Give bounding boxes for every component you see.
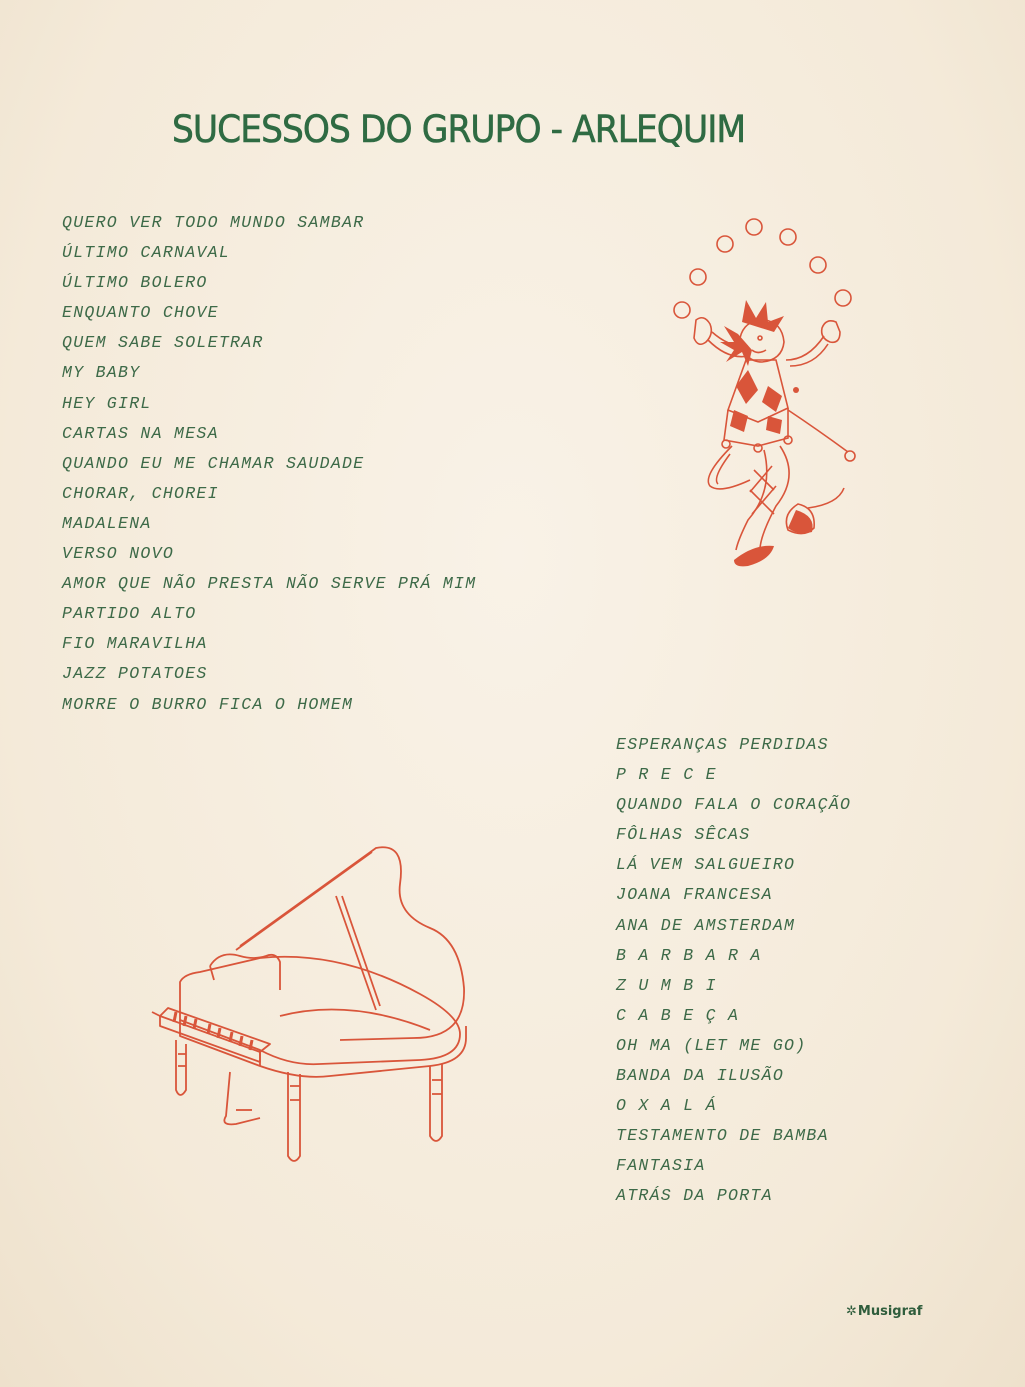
song-title: TESTAMENTO DE BAMBA: [616, 1126, 829, 1146]
song-title: MORRE O BURRO FICA O HOMEM: [62, 694, 354, 714]
song-title: JOANA FRANCESA: [616, 885, 773, 905]
song-title: C A B E Ç A: [616, 1005, 740, 1025]
song-list-left: [62, 208, 476, 720]
song-list-right: [616, 730, 851, 1212]
song-title: MADALENA: [62, 513, 152, 533]
song-title: CARTAS NA MESA: [62, 423, 219, 443]
song-title: ENQUANTO CHOVE: [62, 303, 219, 323]
song-title: HEY GIRL: [62, 393, 152, 413]
song-title: QUANDO EU ME CHAMAR SAUDADE: [62, 453, 365, 473]
song-title: ÚLTIMO CARNAVAL: [62, 243, 231, 263]
song-title: ANA DE AMSTERDAM: [616, 915, 796, 935]
song-title: OH MA (LET ME GO): [616, 1035, 807, 1055]
publisher-name: Musigraf: [857, 1304, 923, 1319]
song-title: FANTASIA: [616, 1156, 706, 1176]
song-title: CHORAR, CHOREI: [62, 483, 219, 503]
song-title: PARTIDO ALTO: [62, 604, 197, 624]
song-title: Z U M B I: [616, 975, 717, 995]
page-title: SUCESSOS DO GRUPO - ARLEQUIM: [172, 108, 746, 151]
song-title: B A R B A R A: [616, 945, 762, 965]
song-title: QUEM SABE SOLETRAR: [62, 333, 264, 353]
song-title: BANDA DA ILUSÃO: [616, 1066, 785, 1086]
grand-piano-illustration: [140, 840, 490, 1170]
song-title: AMOR QUE NÃO PRESTA NÃO SERVE PRÁ MIM: [62, 574, 477, 594]
song-title: FÔLHAS SÊCAS: [616, 825, 751, 845]
song-title: LÁ VEM SALGUEIRO: [616, 855, 796, 875]
song-title: JAZZ POTATOES: [62, 664, 208, 684]
song-title: VERSO NOVO: [62, 544, 175, 564]
song-title: QUANDO FALA O CORAÇÃO: [616, 795, 852, 815]
song-title: QUERO VER TODO MUNDO SAMBAR: [62, 213, 365, 232]
juggling-jester-illustration: [668, 210, 868, 590]
song-title: FIO MARAVILHA: [62, 634, 208, 654]
song-title: ATRÁS DA PORTA: [616, 1186, 773, 1206]
song-title: MY BABY: [62, 363, 141, 383]
song-title: P R E C E: [616, 765, 717, 785]
song-title: ESPERANÇAS PERDIDAS: [616, 735, 829, 754]
publisher-logo: [846, 1304, 922, 1319]
song-title: ÚLTIMO BOLERO: [62, 273, 208, 293]
flower-icon: ✲: [846, 1304, 857, 1319]
song-title: O X A L Á: [616, 1096, 717, 1116]
